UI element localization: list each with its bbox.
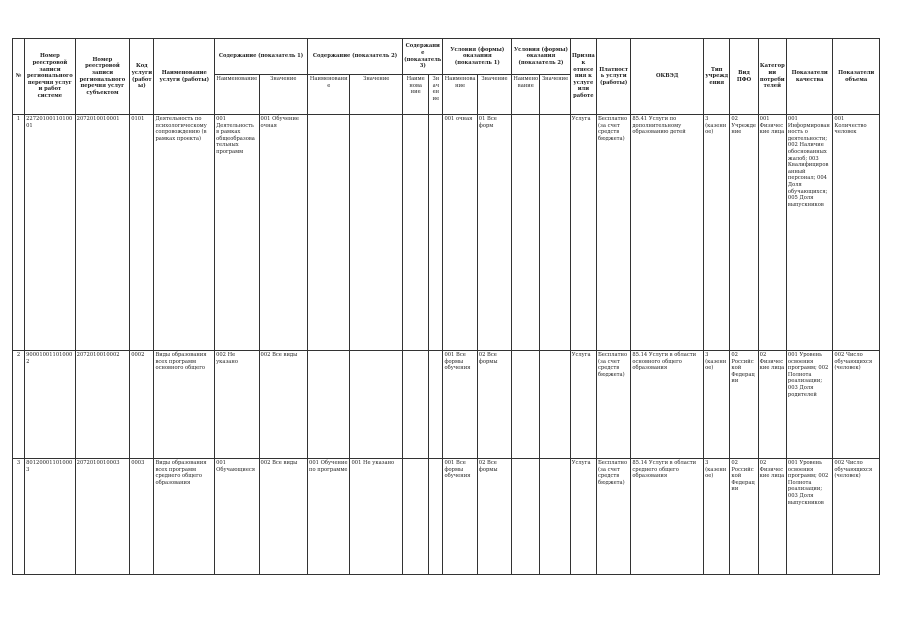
cell-c1n: 001 Обучающиеся	[215, 459, 259, 575]
table-row	[13, 459, 880, 575]
cell-reg2: 2072010010001	[75, 115, 130, 351]
cell-reg: 2272010011010001	[25, 115, 76, 351]
cell-kind: 02 Российской Федерации	[730, 459, 758, 575]
cell-c2v: 001 Не указано	[350, 459, 403, 575]
header-system-text: системе	[37, 92, 63, 99]
header-volume: Показатели объема	[833, 39, 880, 115]
cell-volume: 002 Число обучающихся (человек)	[833, 351, 880, 459]
cell-sign: Услуга	[570, 459, 596, 575]
sub-c3-value: Зн ач ен ие	[429, 75, 443, 115]
header-cond2: Условия (формы) оказания (показатель 2)	[512, 39, 571, 75]
cell-sign: Услуга	[570, 351, 596, 459]
header-categories: Категории потребителей	[758, 39, 786, 115]
cell-c1v: 001 Обучение очная	[259, 115, 308, 351]
cell-num: 2	[13, 351, 25, 459]
cell-cat: 001 Физические лица	[758, 115, 786, 351]
cell-c2n	[308, 115, 350, 351]
sub-c1-value: Значение	[259, 75, 308, 115]
cell-name: Виды образования всех программ среднего общего образования	[154, 459, 215, 575]
header-service-name: Наименование услуги (работы)	[154, 39, 215, 115]
header-reg-number	[25, 39, 76, 115]
cell-volume: 002 Число обучающихся (человек)	[833, 459, 880, 575]
cell-pay: Бесплатно (за счет средств бюджета)	[597, 459, 631, 575]
cell-reg2: 2072010010002	[75, 351, 130, 459]
table-row	[13, 115, 880, 351]
cell-f2v	[540, 459, 570, 575]
sub-c2-name: Наименование	[308, 75, 350, 115]
registry-document	[12, 38, 880, 575]
cell-code: 0101	[130, 115, 154, 351]
header-content2: Содержание (показатель 2)	[308, 39, 403, 75]
header-num: №	[13, 39, 25, 115]
cell-f2n	[512, 351, 540, 459]
cell-c3n	[403, 115, 429, 351]
cell-f2v	[540, 115, 570, 351]
header-kind-org: Вид ПФО	[730, 39, 758, 115]
cell-c3v	[429, 115, 443, 351]
header-cond1: Условия (формы) оказания (показатель 1)	[443, 39, 512, 75]
cell-volume: 001 Количество человек	[833, 115, 880, 351]
cell-okved: 85.41 Услуги по дополнительному образованию детей	[631, 115, 704, 351]
cell-type: 3 (казенное)	[704, 115, 730, 351]
cell-c1v: 002 Все виды	[259, 459, 308, 575]
cell-code: 0002	[130, 351, 154, 459]
header-type-org: Тип учреждения	[704, 39, 730, 115]
cell-num: 1	[13, 115, 25, 351]
header-reg-number-text: Номер реестровой записи регионального перечня услуг и работ	[27, 53, 73, 93]
cell-c1n: 002 Не указано	[215, 351, 259, 459]
header-okved: ОКВЭД	[631, 39, 704, 115]
cell-cat: 02 Физические лица	[758, 459, 786, 575]
cell-num: 3	[13, 459, 25, 575]
cell-c2v	[350, 351, 403, 459]
cell-quality: 001 Уровень освоения программ; 002 Полнота реализации; 003 Доля выпускников	[786, 459, 832, 575]
cell-c2n	[308, 351, 350, 459]
cell-name: Деятельность по психологическому сопровождению (в рамках проекта)	[154, 115, 215, 351]
cell-pay: Бесплатно (за счет средств бюджета)	[597, 351, 631, 459]
cell-okved: 85.14 Услуги в области основного общего образования	[631, 351, 704, 459]
cell-name: Виды образования всех программ основного общего	[154, 351, 215, 459]
cell-f2n	[512, 115, 540, 351]
cell-reg: 900010011010002	[25, 351, 76, 459]
header-payment: Платность услуги (работы)	[597, 39, 631, 115]
cell-f1v: 02 Все формы	[477, 459, 511, 575]
cell-kind: 02 Российской Федерации	[730, 351, 758, 459]
sub-c3-name: Наиме нова ние	[403, 75, 429, 115]
cell-type: 3 (казенное)	[704, 459, 730, 575]
cell-f1v: 01 Все форм	[477, 115, 511, 351]
registry-table	[12, 38, 880, 575]
cell-quality: 001 Уровень освоения программ; 002 Полнота реализации; 003 Доля родителей	[786, 351, 832, 459]
header-quality: Показатели качества	[786, 39, 832, 115]
sub-f1-value: Значение	[477, 75, 511, 115]
cell-type: 3 (казенное)	[704, 351, 730, 459]
cell-f2v	[540, 351, 570, 459]
cell-c3n	[403, 459, 429, 575]
cell-okved: 85.14 Услуги в области среднего общего образования	[631, 459, 704, 575]
table-row	[13, 351, 880, 459]
header-content1: Содержание (показатель 1)	[215, 39, 308, 75]
cell-sign: Услуга	[570, 115, 596, 351]
cell-c3n	[403, 351, 429, 459]
cell-reg2: 2072010010003	[75, 459, 130, 575]
cell-reg: 801200011010003	[25, 459, 76, 575]
header-content3: Содержание (показатель 3)	[403, 39, 443, 75]
sub-c2-value: Значение	[350, 75, 403, 115]
cell-quality: 001 Информированность о деятельности; 002 Наличие обоснованных жалоб; 003 Квалифицированный персонал; 004 Доля обучающихся; 005 Доля выпускников	[786, 115, 832, 351]
sub-c1-name: Наименование	[215, 75, 259, 115]
sub-f2-name: Наименование	[512, 75, 540, 115]
cell-cat: 02 Физические лица	[758, 351, 786, 459]
header-code: Код услуги (работы)	[130, 39, 154, 115]
cell-c2n: 001 Обучение по программе	[308, 459, 350, 575]
cell-pay: Бесплатно (за счет средств бюджета)	[597, 115, 631, 351]
cell-f1n: 001 Все формы обучения	[443, 459, 477, 575]
cell-f1n: 001 очная	[443, 115, 477, 351]
cell-c1n: 001 Деятельность в рамках общеобразовательных программ	[215, 115, 259, 351]
header-reg-entry: Номер реестровой записи регионального перечня услуг субъектом	[75, 39, 130, 115]
cell-c1v: 002 Все виды	[259, 351, 308, 459]
cell-f2n	[512, 459, 540, 575]
cell-code: 0003	[130, 459, 154, 575]
cell-f1v: 02 Все формы	[477, 351, 511, 459]
cell-f1n: 001 Все формы обучения	[443, 351, 477, 459]
sub-f2-value: Значение	[540, 75, 570, 115]
cell-c3v	[429, 459, 443, 575]
header-signs: Признак отнесения к услуге или работе	[570, 39, 596, 115]
cell-c3v	[429, 351, 443, 459]
cell-c2v	[350, 115, 403, 351]
sub-f1-name: Наименование	[443, 75, 477, 115]
cell-kind: 02 Учреждение	[730, 115, 758, 351]
